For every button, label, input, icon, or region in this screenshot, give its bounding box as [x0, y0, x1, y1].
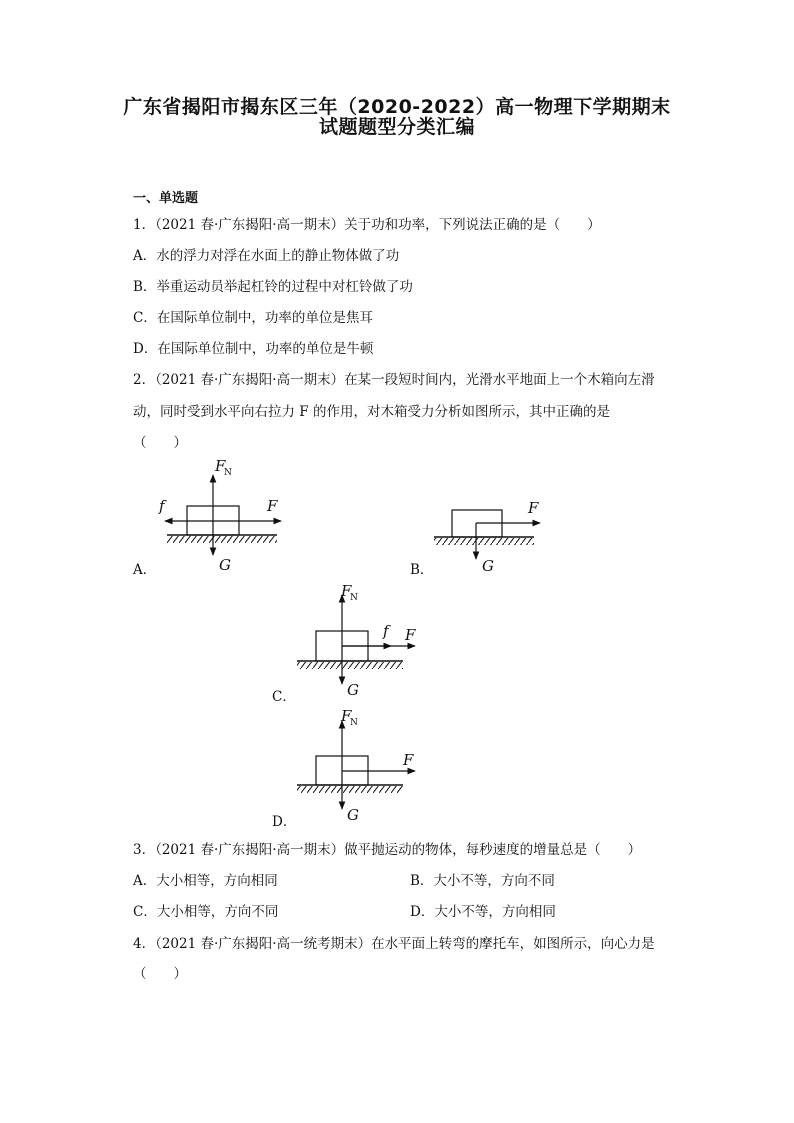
- document-title-line-2: 试题题型分类汇编: [318, 116, 475, 138]
- ground-hatching: [167, 536, 277, 543]
- q2-figure-a: [155, 455, 285, 575]
- label-n-subscript: N: [350, 593, 358, 603]
- q2-option-b-label: B．: [410, 562, 434, 578]
- label-fn: F: [215, 457, 226, 475]
- label-f: f: [159, 497, 165, 515]
- label-F: F: [405, 626, 416, 644]
- q2-option-a-label: A．: [133, 562, 157, 578]
- ground-hatching: [297, 786, 403, 793]
- label-f: f: [383, 622, 389, 640]
- q2-stem-line-3: （ ）: [133, 435, 187, 451]
- q4-stem-line-1: 4．（2021 春·广东揭阳·高一统考期末）在水平面上转弯的摩托车，如图所示，向心力是: [133, 936, 655, 952]
- q1-option-b: B．举重运动员举起杠铃的过程中对杠铃做了功: [133, 279, 413, 295]
- q1-option-a: A．水的浮力对浮在水面上的静止物体做了功: [133, 248, 400, 264]
- q2-figure-b: [432, 495, 552, 575]
- q1-option-d: D．在国际单位制中，功率的单位是牛顿: [133, 341, 374, 357]
- label-fn: F: [341, 582, 352, 600]
- label-g: G: [219, 556, 231, 574]
- q2-option-c-label: C．: [272, 689, 296, 705]
- label-g: G: [482, 557, 494, 575]
- q3-option-a: A．大小相等，方向相同: [133, 873, 278, 889]
- label-g: G: [347, 806, 359, 824]
- label-g: G: [347, 681, 359, 699]
- label-F: F: [403, 751, 414, 769]
- ground-hatching: [434, 538, 534, 545]
- label-n-subscript: N: [224, 468, 232, 478]
- q3-option-b: B．大小不等，方向不同: [410, 873, 555, 889]
- q2-figure-c: [295, 580, 425, 700]
- q2-stem-line-2: 动，同时受到水平向右拉力 F 的作用，对木箱受力分析如图所示，其中正确的是: [133, 404, 610, 420]
- q2-figure-d: [295, 705, 425, 825]
- ground-hatching: [297, 662, 403, 669]
- label-F: F: [267, 497, 278, 515]
- label-F: F: [528, 499, 539, 517]
- q1-option-c: C．在国际单位制中，功率的单位是焦耳: [133, 310, 373, 326]
- document-title-line-1: 广东省揭阳市揭东区三年（2020-2022）高一物理下学期期末: [123, 96, 671, 118]
- q3-stem: 3．（2021 春·广东揭阳·高一期末）做平抛运动的物体，每秒速度的增量总是（ ）: [133, 842, 642, 858]
- label-fn: F: [341, 707, 352, 725]
- section-heading: 一、单选题: [133, 191, 199, 206]
- q1-stem: 1．（2021 春·广东揭阳·高一期末）关于功和功率，下列说法正确的是（ ）: [133, 217, 601, 233]
- q3-option-c: C．大小相等，方向不同: [133, 904, 279, 920]
- label-n-subscript: N: [350, 718, 358, 728]
- q4-stem-line-2: （ ）: [133, 966, 187, 982]
- q2-option-d-label: D．: [272, 814, 297, 830]
- q2-stem-line-1: 2．（2021 春·广东揭阳·高一期末）在某一段短时间内，光滑水平地面上一个木箱向左滑: [133, 372, 655, 388]
- q3-option-d: D．大小不等，方向相同: [410, 904, 556, 920]
